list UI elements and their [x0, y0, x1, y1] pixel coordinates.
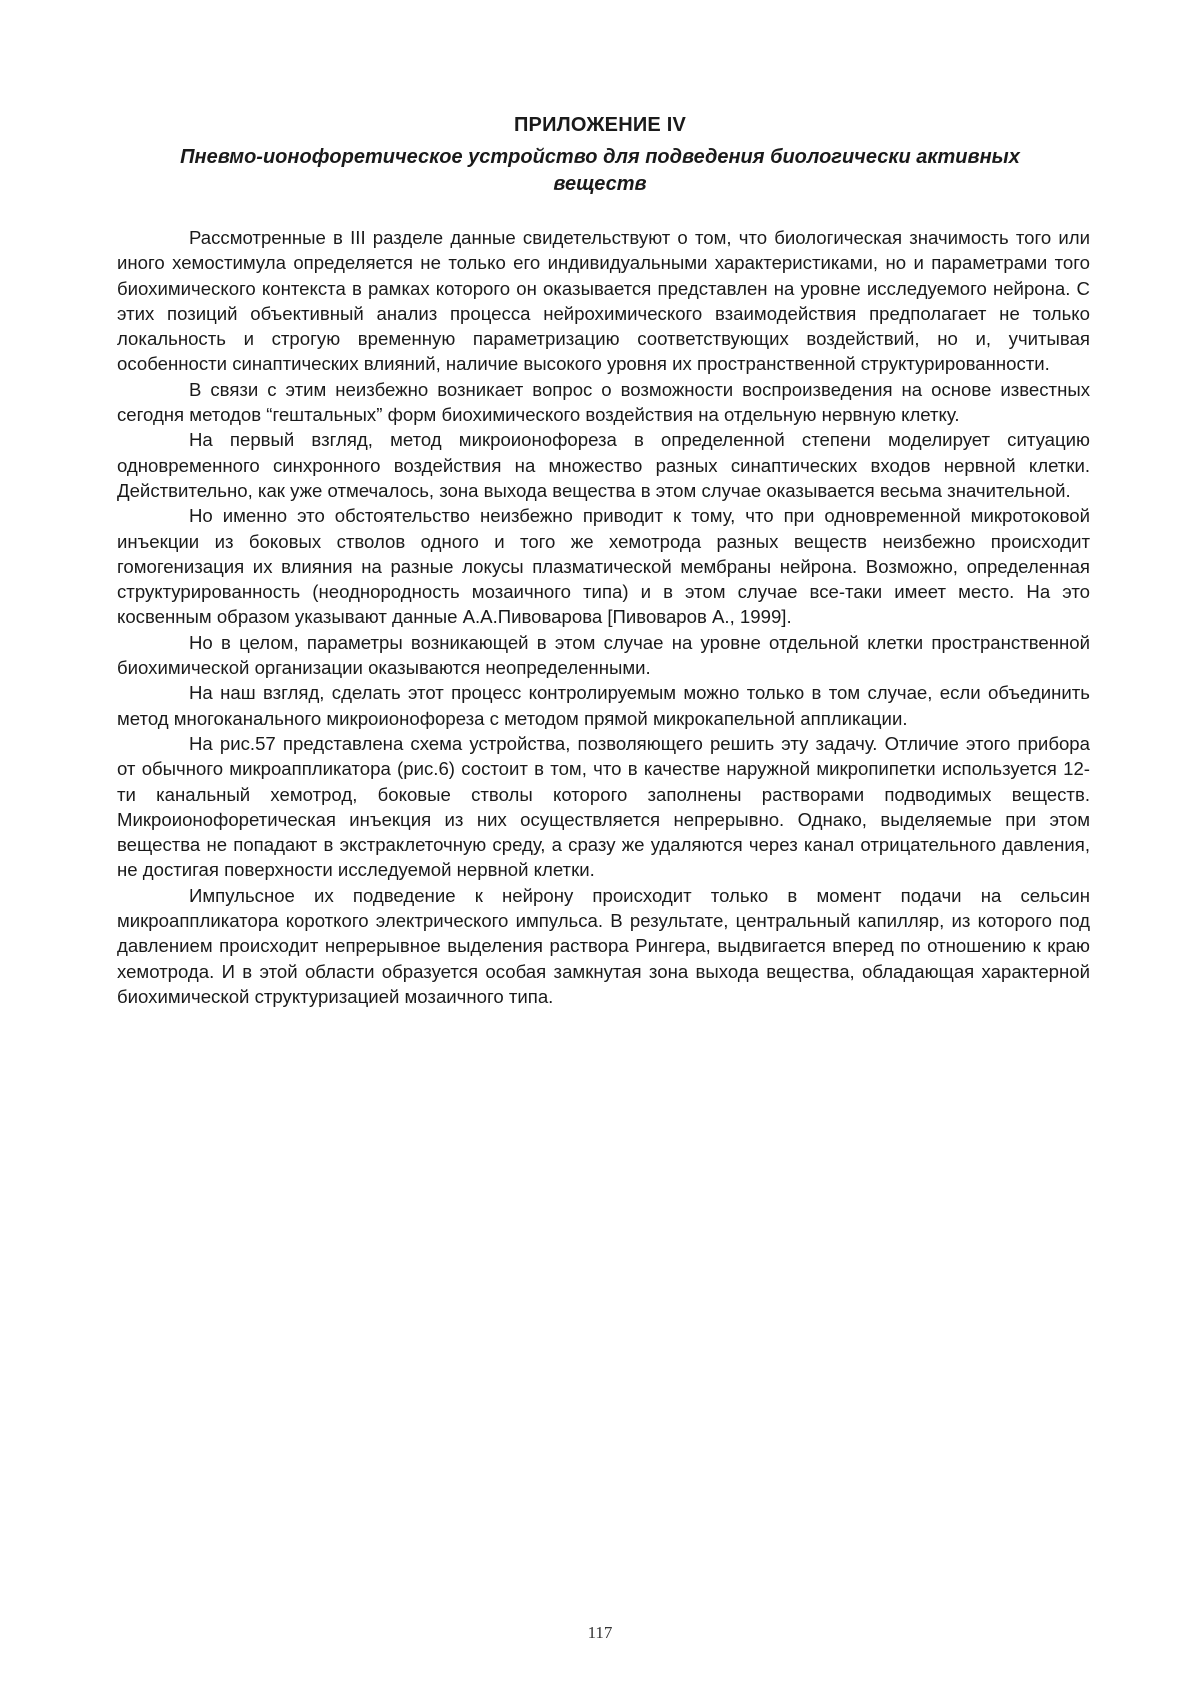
appendix-subtitle: Пневмо-ионофоретическое устройство для подведения биологически активных веществ — [180, 146, 1020, 195]
page-number: 117 — [587, 1623, 613, 1642]
paragraph: На первый взгляд, метод микроионофореза в определенной степени моделирует ситуацию одновременного синхронного воздействия на множество разных синаптических входов нервной клетки. Действительно, как уже отмечалось, зона выхода вещества в этом случае оказывается весьма значительной. — [117, 429, 1090, 501]
appendix-heading: ПРИЛОЖЕНИЕ IV — [513, 114, 687, 136]
body-text — [117, 225, 1090, 1009]
paragraph: Но именно это обстоятельство неизбежно приводит к тому, что при одновременной микротоковой инъекции из боковых стволов одного и того же хемотрода разных веществ неизбежно происходит гомогенизация их влияния на разные локусы плазматической мембраны нейрона. Возможно, определенная структурированность (неоднородность мозаичного типа) и в этом случае все-таки имеет место. На это косвенным образом указывают данные А.А.Пивоварова [Пивоваров А., 1999]. — [117, 505, 1090, 628]
paragraph: Рассмотренные в III разделе данные свидетельствуют о том, что биологическая значимость того или иного хемостимула определяется не только его индивидуальными характеристиками, но и параметрами того биохимического контекста в рамках которого он оказывается представлен на уровне исследуемого нейрона. С этих позиций объективный анализ процесса нейрохимического взаимодействия предполагает не только локальность и строгую временную параметризацию соответствующих воздействий, но и, учитывая особенности синаптических влияний, наличие высокого уровня их пространственной структурированности. — [117, 227, 1090, 375]
paragraph: Но в целом, параметры возникающей в этом случае на уровне отдельной клетки пространственной биохимической организации оказываются неопределенными. — [117, 631, 1090, 679]
paragraph: На рис.57 представлена схема устройства, позволяющего решить эту задачу. Отличие этого прибора от обычного микроаппликатора (рис.6) состоит в том, что в качестве наружной микропипетки используется 12-ти канальный хемотрод, боковые стволы которого заполнены растворами подводимых веществ. Микроионофоретическая инъекция из них осуществляется непрерывно. Однако, выделяемые при этом вещества не попадают в экстраклеточную среду, а сразу же удаляются через канал отрицательного давления, не достигая поверхности исследуемой нервной клетки. — [117, 732, 1090, 881]
paragraph: Импульсное их подведение к нейрону происходит только в момент подачи на сельсин микроаппликатора короткого электрического импульса. В результате, центральный капилляр, из которого под давлением происходит непрерывное выделения раствора Рингера, выдвигается вперед по отношению к краю хемотрода. И в этой области образуется особая замкнутая зона выхода вещества, обладающая характерной биохимической структуризацией мозаичного типа. — [117, 884, 1090, 1007]
paragraph: В связи с этим неизбежно возникает вопрос о возможности воспроизведения на основе известных сегодня методов “гештальных” форм биохимического воздействия на отдельную нервную клетку. — [117, 378, 1090, 426]
paragraph: На наш взгляд, сделать этот процесс контролируемым можно только в том случае, если объединить метод многоканального микроионофореза с методом прямой микрокапельной аппликации. — [117, 682, 1090, 729]
